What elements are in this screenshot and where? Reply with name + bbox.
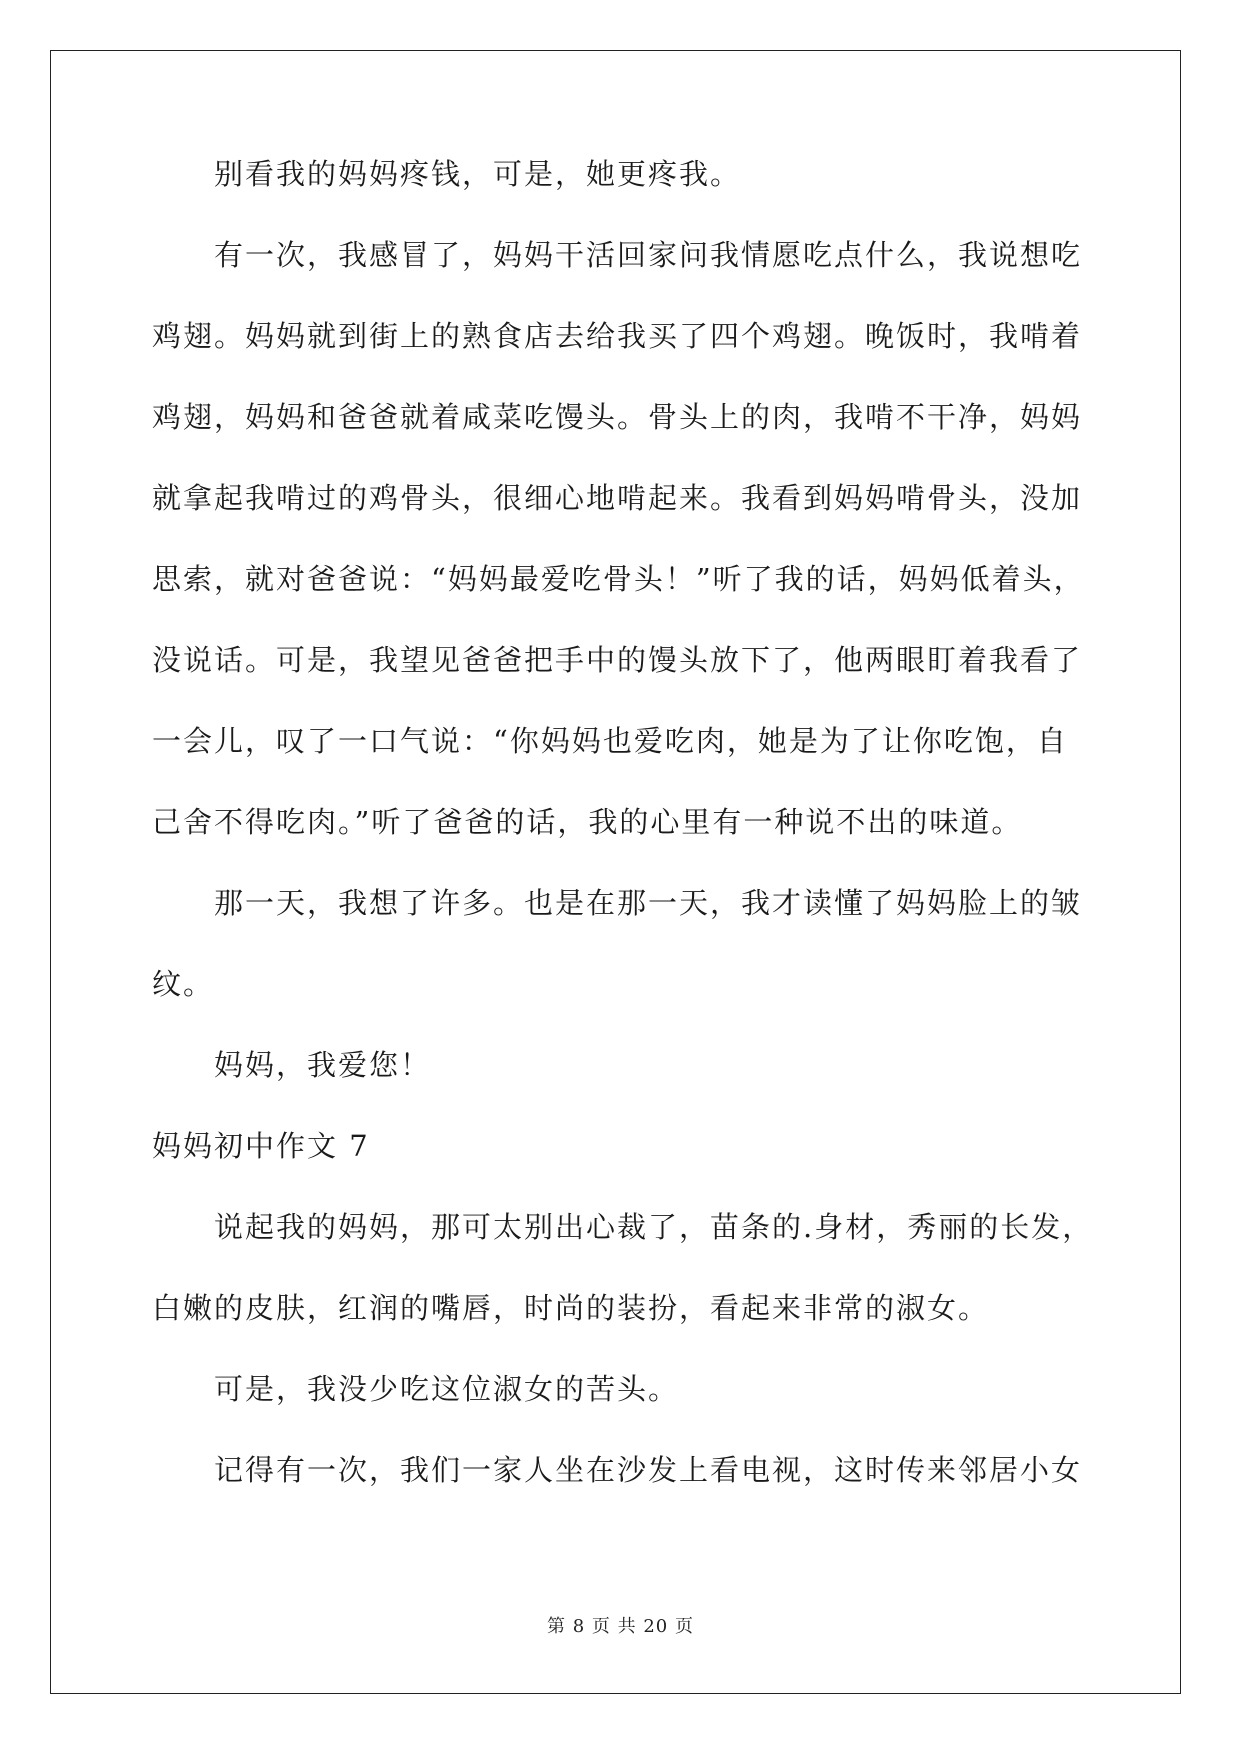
paragraph-line: 别看我的妈妈疼钱，可是，她更疼我。	[214, 157, 742, 191]
paragraph-line: 鸡翅。妈妈就到街上的熟食店去给我买了四个鸡翅。晚饭时，我啃着	[152, 319, 1083, 353]
paragraph-line: 妈妈，我爱您！	[214, 1048, 432, 1082]
paragraph-line: 有一次，我感冒了，妈妈干活回家问我情愿吃点什么，我说想吃	[214, 238, 1083, 272]
paragraph-line: 白嫩的皮肤，红润的嘴唇，时尚的装扮，看起来非常的淑女。	[152, 1291, 990, 1325]
paragraph-line: 没说话。可是，我望见爸爸把手中的馒头放下了，他两眼盯着我看了	[152, 643, 1083, 677]
paragraph-line: 鸡翅，妈妈和爸爸就着咸菜吃馒头。骨头上的肉，我啃不干净，妈妈	[152, 400, 1083, 434]
page-number-footer: 第 8 页 共 20 页	[547, 1616, 694, 1637]
section-heading: 妈妈初中作文 7	[152, 1129, 370, 1163]
paragraph-line: 可是，我没少吃这位淑女的苦头。	[214, 1372, 680, 1406]
paragraph-line: 那一天，我想了许多。也是在那一天，我才读懂了妈妈脸上的皱	[214, 886, 1083, 920]
paragraph-line: 己舍不得吃肉。”听了爸爸的话，我的心里有一种说不出的味道。	[152, 805, 1023, 839]
paragraph-line: 就拿起我啃过的鸡骨头，很细心地啃起来。我看到妈妈啃骨头，没加	[152, 481, 1083, 515]
paragraph-line: 纹。	[152, 967, 215, 1001]
document-body	[152, 157, 1094, 1537]
paragraph-line: 思索，就对爸爸说：“妈妈最爱吃骨头！”听了我的话，妈妈低着头，	[152, 562, 1085, 596]
paragraph-line: 一会儿，叹了一口气说：“你妈妈也爱吃肉，她是为了让你吃饱，自	[152, 724, 1068, 758]
paragraph-line: 说起我的妈妈，那可太别出心裁了，苗条的.身材，秀丽的长发，	[214, 1210, 1094, 1244]
paragraph-line: 记得有一次，我们一家人坐在沙发上看电视，这时传来邻居小女	[214, 1453, 1083, 1487]
